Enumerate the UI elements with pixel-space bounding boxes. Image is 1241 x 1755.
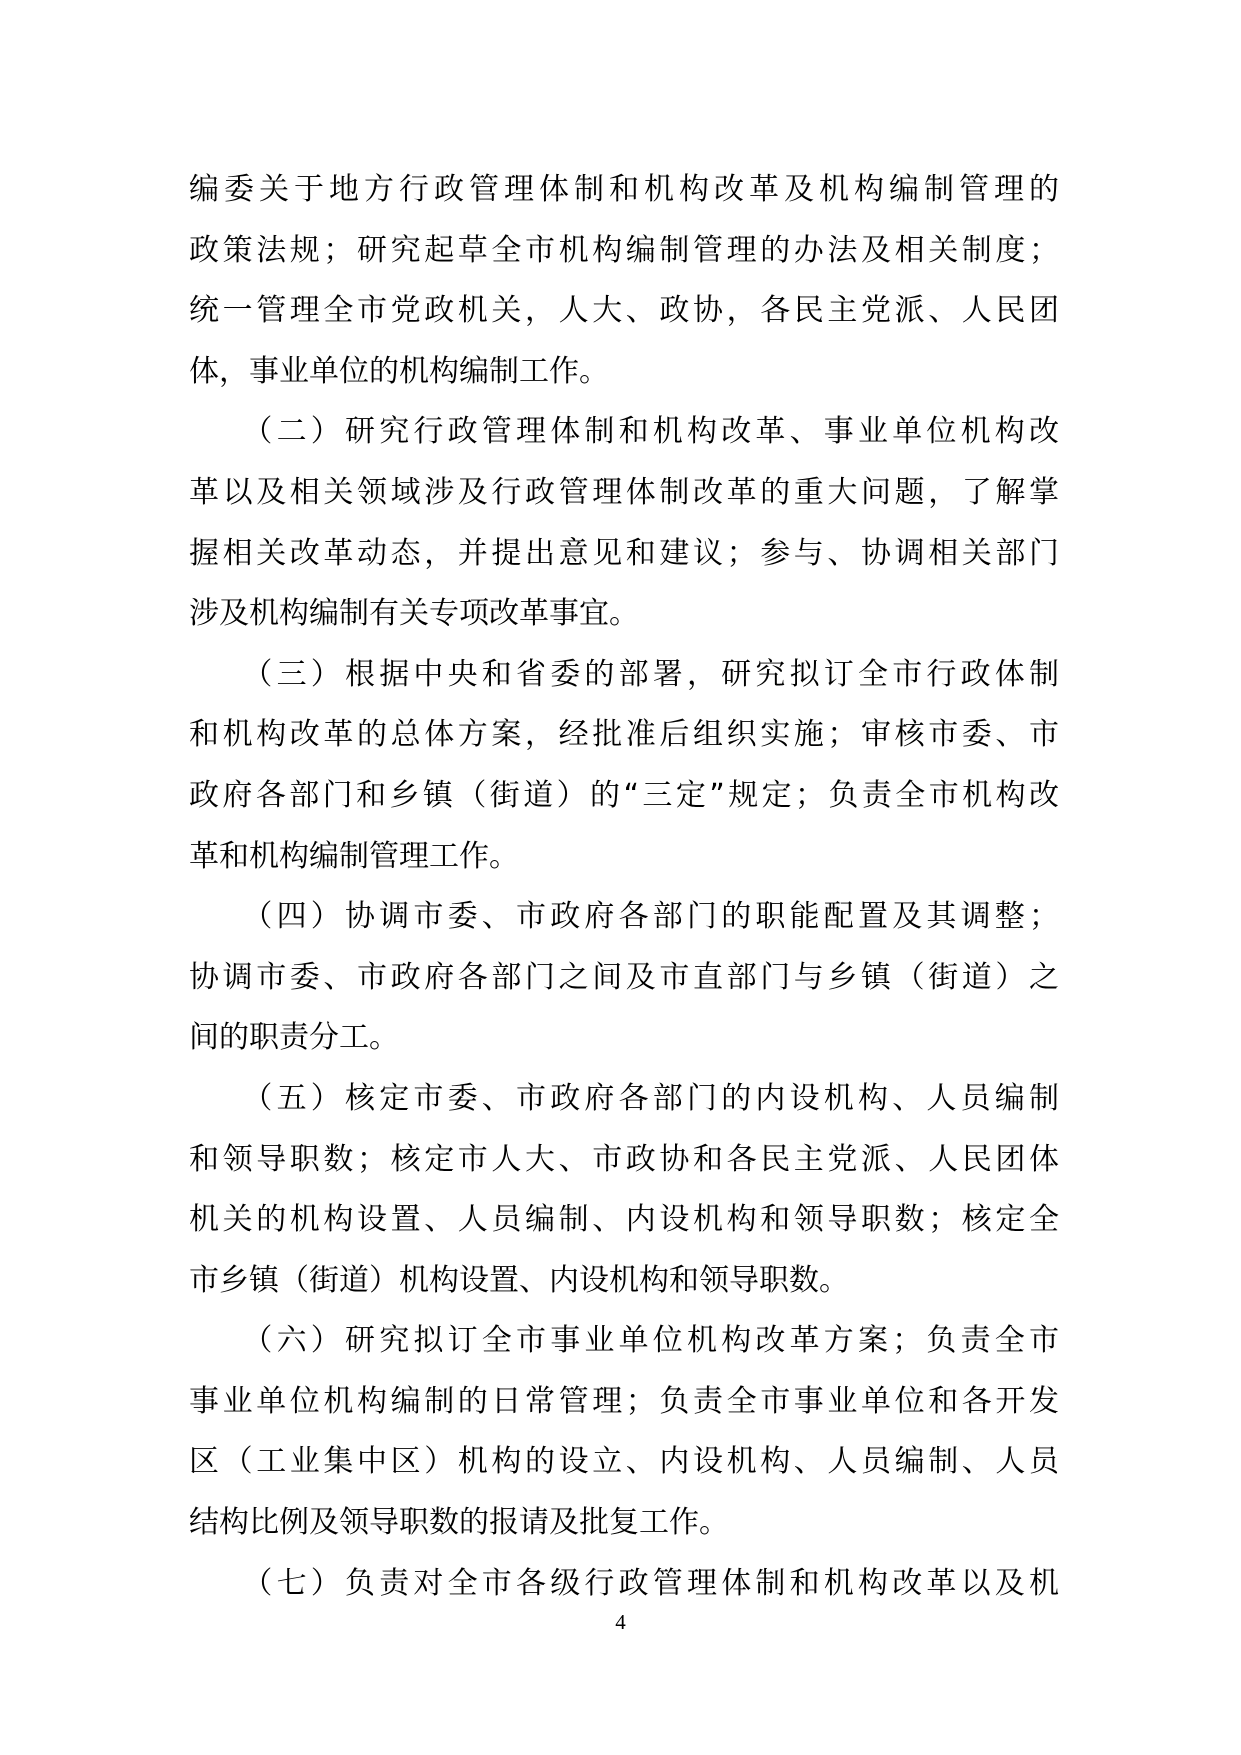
text-line: 革和机构编制管理工作。 — [189, 838, 519, 874]
text-line: 革以及相关领域涉及行政管理体制改革的重大问题，了解掌 — [189, 474, 1059, 510]
text-line: （三）根据中央和省委的部署，研究拟订全市行政体制 — [189, 656, 1059, 692]
text-line: 涉及机构编制有关专项改革事宜。 — [189, 596, 639, 632]
text-line: （六）研究拟订全市事业单位机构改革方案；负责全市 — [189, 1323, 1059, 1359]
text-line: （四）协调市委、市政府各部门的职能配置及其调整； — [189, 899, 1059, 935]
text-line: 政策法规；研究起草全市机构编制管理的办法及相关制度； — [189, 232, 1059, 268]
text-line: （七）负责对全市各级行政管理体制和机构改革以及机 — [189, 1565, 1059, 1601]
text-line: 机关的机构设置、人员编制、内设机构和领导职数；核定全 — [189, 1202, 1059, 1238]
text-line: 统一管理全市党政机关，人大、政协，各民主党派、人民团 — [189, 293, 1059, 329]
text-line: 结构比例及领导职数的报请及批复工作。 — [189, 1505, 729, 1541]
text-line: 和机构改革的总体方案，经批准后组织实施；审核市委、市 — [189, 717, 1059, 753]
text-line: 编委关于地方行政管理体制和机构改革及机构编制管理的 — [189, 172, 1059, 207]
text-line: 政府各部门和乡镇（街道）的“三定”规定；负责全市机构改 — [189, 777, 1059, 813]
text-line: 间的职责分工。 — [189, 1020, 399, 1056]
text-line: （五）核定市委、市政府各部门的内设机构、人员编制 — [189, 1080, 1059, 1116]
page-number: 4 — [615, 1610, 626, 1634]
text-line: 协调市委、市政府各部门之间及市直部门与乡镇（街道）之 — [189, 959, 1059, 995]
text-line: （二）研究行政管理体制和机构改革、事业单位机构改 — [189, 414, 1059, 450]
text-line: 和领导职数；核定市人大、市政协和各民主党派、人民团体 — [189, 1141, 1059, 1177]
text-line: 体，事业单位的机构编制工作。 — [189, 353, 609, 389]
text-line: 区（工业集中区）机构的设立、内设机构、人员编制、人员 — [189, 1444, 1059, 1480]
text-line: 市乡镇（街道）机构设置、内设机构和领导职数。 — [189, 1262, 849, 1298]
text-line: 事业单位机构编制的日常管理；负责全市事业单位和各开发 — [189, 1383, 1059, 1419]
body-text — [189, 160, 1059, 1614]
text-line: 握相关改革动态，并提出意见和建议；参与、协调相关部门 — [189, 535, 1059, 571]
